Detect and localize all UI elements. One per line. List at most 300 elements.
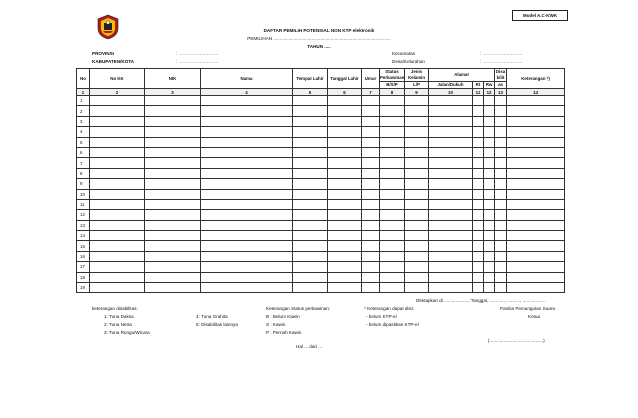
table-cell[interactable] [473, 283, 484, 293]
disability-legend-title: keterangan disabilitas: [92, 306, 138, 311]
table-cell[interactable] [507, 106, 565, 116]
table-cell[interactable] [201, 220, 293, 230]
table-cell[interactable] [328, 179, 362, 189]
table-cell[interactable] [484, 179, 495, 189]
table-cell[interactable] [507, 210, 565, 220]
table-cell[interactable] [473, 127, 484, 137]
table-cell[interactable] [201, 231, 293, 241]
table-cell[interactable] [507, 189, 565, 199]
table-cell[interactable] [429, 241, 473, 251]
table-cell[interactable] [405, 262, 429, 272]
table-cell[interactable] [145, 179, 201, 189]
table-cell[interactable] [380, 116, 405, 126]
table-cell[interactable] [405, 147, 429, 157]
table-cell[interactable] [380, 147, 405, 157]
table-cell[interactable] [429, 168, 473, 178]
table-cell[interactable] [328, 220, 362, 230]
table-cell[interactable] [362, 283, 380, 293]
table-cell[interactable] [405, 179, 429, 189]
header-disabilitas [495, 69, 507, 82]
table-cell[interactable] [405, 116, 429, 126]
table-cell[interactable] [90, 231, 145, 241]
marital-item: S : Kawin [266, 322, 286, 327]
table-cell[interactable] [145, 231, 201, 241]
table-cell[interactable] [328, 262, 362, 272]
table-cell[interactable] [362, 147, 380, 157]
table-cell[interactable] [90, 210, 145, 220]
table-cell[interactable] [495, 231, 507, 241]
table-cell[interactable] [201, 283, 293, 293]
table-cell[interactable] [429, 220, 473, 230]
header-status [380, 69, 405, 82]
table-cell[interactable] [495, 189, 507, 199]
table-cell[interactable] [473, 147, 484, 157]
table-cell[interactable] [484, 210, 495, 220]
table-cell[interactable] [405, 137, 429, 147]
table-cell[interactable] [293, 179, 328, 189]
table-cell[interactable] [362, 158, 380, 168]
table-cell[interactable] [90, 262, 145, 272]
table-cell[interactable] [484, 199, 495, 209]
table-cell[interactable] [293, 283, 328, 293]
table-cell[interactable] [495, 241, 507, 251]
table-cell[interactable] [145, 106, 201, 116]
table-cell[interactable] [145, 262, 201, 272]
table-cell[interactable] [201, 210, 293, 220]
table-cell[interactable] [473, 262, 484, 272]
kabkota-value[interactable]: : ........................... [176, 59, 219, 64]
header-disa-line1: Disa [495, 69, 506, 74]
table-cell[interactable] [484, 189, 495, 199]
table-cell[interactable] [473, 116, 484, 126]
table-cell[interactable] [429, 106, 473, 116]
table-row [77, 210, 565, 220]
table-cell[interactable] [473, 168, 484, 178]
column-number: 7 [362, 89, 380, 96]
table-cell[interactable] [328, 272, 362, 282]
row-number: 19 [77, 283, 90, 293]
table-cell[interactable] [405, 199, 429, 209]
table-cell[interactable] [328, 199, 362, 209]
table-cell[interactable] [328, 251, 362, 261]
header-jk-line2: Kelamin [407, 75, 426, 80]
table-cell[interactable] [405, 106, 429, 116]
table-cell[interactable] [201, 116, 293, 126]
table-cell[interactable] [145, 137, 201, 147]
table-cell[interactable] [362, 179, 380, 189]
table-cell[interactable] [495, 96, 507, 106]
table-cell[interactable] [328, 241, 362, 251]
table-cell[interactable] [293, 189, 328, 199]
table-cell[interactable] [507, 137, 565, 147]
table-cell[interactable] [145, 158, 201, 168]
table-cell[interactable] [145, 199, 201, 209]
table-cell[interactable] [484, 251, 495, 261]
table-cell[interactable] [405, 251, 429, 261]
table-cell[interactable] [380, 127, 405, 137]
table-cell[interactable] [484, 283, 495, 293]
table-cell[interactable] [201, 127, 293, 137]
ketua-label: Ketua [528, 314, 541, 319]
table-cell[interactable] [507, 272, 565, 282]
table-cell[interactable] [473, 179, 484, 189]
model-code-box: Model A.C-KWK [512, 10, 568, 21]
table-cell[interactable] [201, 179, 293, 189]
table-cell[interactable] [473, 199, 484, 209]
table-cell[interactable] [293, 251, 328, 261]
table-cell[interactable] [293, 272, 328, 282]
table-cell[interactable] [380, 168, 405, 178]
table-cell[interactable] [380, 137, 405, 147]
table-cell[interactable] [495, 116, 507, 126]
table-cell[interactable] [484, 96, 495, 106]
table-cell[interactable] [328, 283, 362, 293]
table-cell[interactable] [90, 158, 145, 168]
table-cell[interactable] [473, 251, 484, 261]
table-cell[interactable] [429, 251, 473, 261]
table-cell[interactable] [380, 262, 405, 272]
row-number: 5 [77, 137, 90, 147]
table-cell[interactable] [484, 241, 495, 251]
header-keterangan: Keterangan *) [507, 69, 565, 89]
table-cell[interactable] [405, 96, 429, 106]
row-number: 11 [77, 199, 90, 209]
table-cell[interactable] [90, 179, 145, 189]
header-disa-sub: as [495, 82, 507, 89]
table-cell[interactable] [429, 231, 473, 241]
table-cell[interactable] [293, 127, 328, 137]
row-number: 1 [77, 96, 90, 106]
table-cell[interactable] [362, 199, 380, 209]
table-cell[interactable] [380, 189, 405, 199]
table-cell[interactable] [405, 189, 429, 199]
table-body [77, 96, 565, 293]
table-cell[interactable] [495, 262, 507, 272]
table-cell[interactable] [507, 220, 565, 230]
table-cell[interactable] [429, 158, 473, 168]
table-cell[interactable] [201, 189, 293, 199]
table-cell[interactable] [362, 127, 380, 137]
table-cell[interactable] [484, 272, 495, 282]
table-cell[interactable] [507, 231, 565, 241]
table-cell[interactable] [362, 220, 380, 230]
table-cell[interactable] [484, 116, 495, 126]
table-cell[interactable] [380, 283, 405, 293]
table-cell[interactable] [380, 158, 405, 168]
table-cell[interactable] [328, 231, 362, 241]
table-cell[interactable] [201, 96, 293, 106]
table-cell[interactable] [328, 106, 362, 116]
table-cell[interactable] [473, 137, 484, 147]
table-cell[interactable] [380, 220, 405, 230]
table-cell[interactable] [145, 127, 201, 137]
table-cell[interactable] [405, 158, 429, 168]
row-number: 9 [77, 179, 90, 189]
table-cell[interactable] [429, 199, 473, 209]
table-cell[interactable] [507, 147, 565, 157]
table-cell[interactable] [380, 106, 405, 116]
table-cell[interactable] [145, 210, 201, 220]
table-cell[interactable] [507, 96, 565, 106]
row-number: 7 [77, 158, 90, 168]
table-cell[interactable] [293, 199, 328, 209]
marital-item: P : Pernah Kawin [266, 330, 302, 335]
table-cell[interactable] [201, 272, 293, 282]
table-cell[interactable] [495, 158, 507, 168]
table-cell[interactable] [90, 127, 145, 137]
table-cell[interactable] [293, 158, 328, 168]
table-cell[interactable] [495, 179, 507, 189]
table-cell[interactable] [362, 96, 380, 106]
header-tanggal-lahir: Tanggal Lahir [328, 69, 362, 89]
column-number: 1 [77, 89, 90, 96]
table-cell[interactable] [507, 251, 565, 261]
table-cell[interactable] [507, 199, 565, 209]
table-cell[interactable] [201, 241, 293, 251]
table-cell[interactable] [484, 231, 495, 241]
table-cell[interactable] [507, 179, 565, 189]
table-cell[interactable] [484, 127, 495, 137]
table-cell[interactable] [473, 158, 484, 168]
desa-value[interactable]: : ........................... [480, 59, 523, 64]
header-alamat: Alamat [429, 69, 495, 82]
table-cell[interactable] [90, 168, 145, 178]
table-cell[interactable] [293, 231, 328, 241]
table-cell[interactable] [293, 220, 328, 230]
row-number: 4 [77, 127, 90, 137]
table-cell[interactable] [362, 106, 380, 116]
table-cell[interactable] [145, 241, 201, 251]
table-cell[interactable] [362, 231, 380, 241]
table-cell[interactable] [405, 210, 429, 220]
table-cell[interactable] [495, 147, 507, 157]
table-cell[interactable] [473, 241, 484, 251]
table-cell[interactable] [405, 283, 429, 293]
table-cell[interactable] [429, 262, 473, 272]
table-row [77, 158, 565, 168]
table-cell[interactable] [507, 168, 565, 178]
table-cell[interactable] [90, 147, 145, 157]
table-cell[interactable] [473, 220, 484, 230]
table-cell[interactable] [90, 137, 145, 147]
table-cell[interactable] [484, 220, 495, 230]
year-line: TAHUN ..... [307, 44, 331, 49]
table-cell[interactable] [328, 137, 362, 147]
table-cell[interactable] [90, 283, 145, 293]
table-cell[interactable] [145, 220, 201, 230]
table-cell[interactable] [90, 272, 145, 282]
table-cell[interactable] [362, 116, 380, 126]
provinsi-label: PROVINSI [92, 51, 114, 56]
header-disa-line2: bilit [496, 75, 505, 80]
table-cell[interactable] [429, 283, 473, 293]
table-cell[interactable] [362, 272, 380, 282]
table-cell[interactable] [405, 272, 429, 282]
table-cell[interactable] [293, 106, 328, 116]
disability-item: 1: Tuna Daksa [104, 314, 134, 319]
table-cell[interactable] [495, 127, 507, 137]
table-cell[interactable] [145, 189, 201, 199]
table-row [77, 241, 565, 251]
table-cell[interactable] [507, 241, 565, 251]
table-cell[interactable] [380, 231, 405, 241]
table-cell[interactable] [145, 96, 201, 106]
table-cell[interactable] [362, 210, 380, 220]
table-cell[interactable] [484, 262, 495, 272]
table-cell[interactable] [90, 116, 145, 126]
table-cell[interactable] [293, 147, 328, 157]
table-cell[interactable] [293, 262, 328, 272]
table-cell[interactable] [429, 210, 473, 220]
table-cell[interactable] [405, 220, 429, 230]
table-cell[interactable] [429, 127, 473, 137]
table-cell[interactable] [429, 189, 473, 199]
row-number: 8 [77, 168, 90, 178]
table-cell[interactable] [473, 106, 484, 116]
table-cell[interactable] [362, 262, 380, 272]
table-cell[interactable] [473, 189, 484, 199]
table-cell[interactable] [362, 241, 380, 251]
table-cell[interactable] [405, 127, 429, 137]
table-cell[interactable] [201, 147, 293, 157]
table-cell[interactable] [495, 168, 507, 178]
table-cell[interactable] [507, 283, 565, 293]
table-cell[interactable] [484, 106, 495, 116]
table-cell[interactable] [201, 262, 293, 272]
row-number: 16 [77, 251, 90, 261]
table-cell[interactable] [380, 251, 405, 261]
table-cell[interactable] [90, 220, 145, 230]
table-cell[interactable] [90, 189, 145, 199]
provinsi-value[interactable]: : ........................... [176, 51, 219, 56]
table-cell[interactable] [380, 210, 405, 220]
table-cell[interactable] [484, 147, 495, 157]
table-cell[interactable] [429, 272, 473, 282]
header-status-line1: Status [385, 69, 399, 74]
header-no: No [77, 69, 90, 89]
table-cell[interactable] [328, 210, 362, 220]
table-cell[interactable] [484, 137, 495, 147]
table-cell[interactable] [495, 283, 507, 293]
table-cell[interactable] [201, 106, 293, 116]
table-cell[interactable] [405, 241, 429, 251]
header-jalan: Jalan/Dukuh [429, 82, 473, 89]
table-cell[interactable] [495, 210, 507, 220]
table-cell[interactable] [473, 96, 484, 106]
header-nama: Nama [201, 69, 293, 89]
table-cell[interactable] [495, 251, 507, 261]
table-cell[interactable] [429, 116, 473, 126]
table-cell[interactable] [328, 116, 362, 126]
table-cell[interactable] [293, 210, 328, 220]
table-cell[interactable] [328, 127, 362, 137]
table-cell[interactable] [328, 168, 362, 178]
column-number-row [77, 89, 565, 96]
table-cell[interactable] [495, 106, 507, 116]
table-cell[interactable] [145, 147, 201, 157]
table-row [77, 168, 565, 178]
table-row [77, 199, 565, 209]
table-cell[interactable] [429, 179, 473, 189]
table-cell[interactable] [90, 106, 145, 116]
table-cell[interactable] [90, 251, 145, 261]
table-cell[interactable] [429, 137, 473, 147]
table-cell[interactable] [473, 210, 484, 220]
header-status-sub: B/S/P [380, 82, 405, 89]
table-cell[interactable] [293, 168, 328, 178]
table-cell[interactable] [405, 168, 429, 178]
table-cell[interactable] [380, 199, 405, 209]
table-cell[interactable] [484, 168, 495, 178]
column-number: 3 [145, 89, 201, 96]
table-row [77, 220, 565, 230]
table-cell[interactable] [201, 137, 293, 147]
table-cell[interactable] [473, 272, 484, 282]
table-cell[interactable] [293, 116, 328, 126]
table-cell[interactable] [380, 272, 405, 282]
table-cell[interactable] [507, 116, 565, 126]
table-cell[interactable] [495, 220, 507, 230]
table-cell[interactable] [380, 96, 405, 106]
table-cell[interactable] [328, 147, 362, 157]
table-cell[interactable] [495, 137, 507, 147]
table-cell[interactable] [201, 251, 293, 261]
column-number: 5 [293, 89, 328, 96]
table-cell[interactable] [495, 199, 507, 209]
table-cell[interactable] [380, 241, 405, 251]
table-cell[interactable] [293, 96, 328, 106]
table-cell[interactable] [201, 158, 293, 168]
table-cell[interactable] [380, 179, 405, 189]
table-cell[interactable] [429, 147, 473, 157]
table-cell[interactable] [507, 127, 565, 137]
table-row [77, 231, 565, 241]
table-cell[interactable] [507, 262, 565, 272]
table-cell[interactable] [362, 251, 380, 261]
table-cell[interactable] [495, 272, 507, 282]
table-cell[interactable] [328, 158, 362, 168]
table-cell[interactable] [201, 168, 293, 178]
table-row [77, 189, 565, 199]
table-cell[interactable] [328, 96, 362, 106]
table-cell[interactable] [328, 189, 362, 199]
table-cell[interactable] [145, 168, 201, 178]
table-cell[interactable] [90, 241, 145, 251]
table-cell[interactable] [145, 116, 201, 126]
table-cell[interactable] [90, 96, 145, 106]
table-cell[interactable] [293, 137, 328, 147]
table-cell[interactable] [507, 158, 565, 168]
table-cell[interactable] [145, 272, 201, 282]
row-number: 17 [77, 262, 90, 272]
kecamatan-value[interactable]: : ........................... [480, 51, 523, 56]
table-row [77, 283, 565, 293]
header-tempat-lahir: Tempat Lahir [293, 69, 328, 89]
table-cell[interactable] [145, 283, 201, 293]
table-cell[interactable] [429, 96, 473, 106]
table-cell[interactable] [293, 241, 328, 251]
table-cell[interactable] [484, 158, 495, 168]
table-cell[interactable] [405, 231, 429, 241]
table-cell[interactable] [362, 189, 380, 199]
signature-blank[interactable]: (..........................................) [488, 338, 545, 343]
table-cell[interactable] [145, 251, 201, 261]
table-cell[interactable] [201, 199, 293, 209]
table-cell[interactable] [473, 231, 484, 241]
table-cell[interactable] [90, 199, 145, 209]
table-cell[interactable] [362, 168, 380, 178]
table-cell[interactable] [362, 137, 380, 147]
